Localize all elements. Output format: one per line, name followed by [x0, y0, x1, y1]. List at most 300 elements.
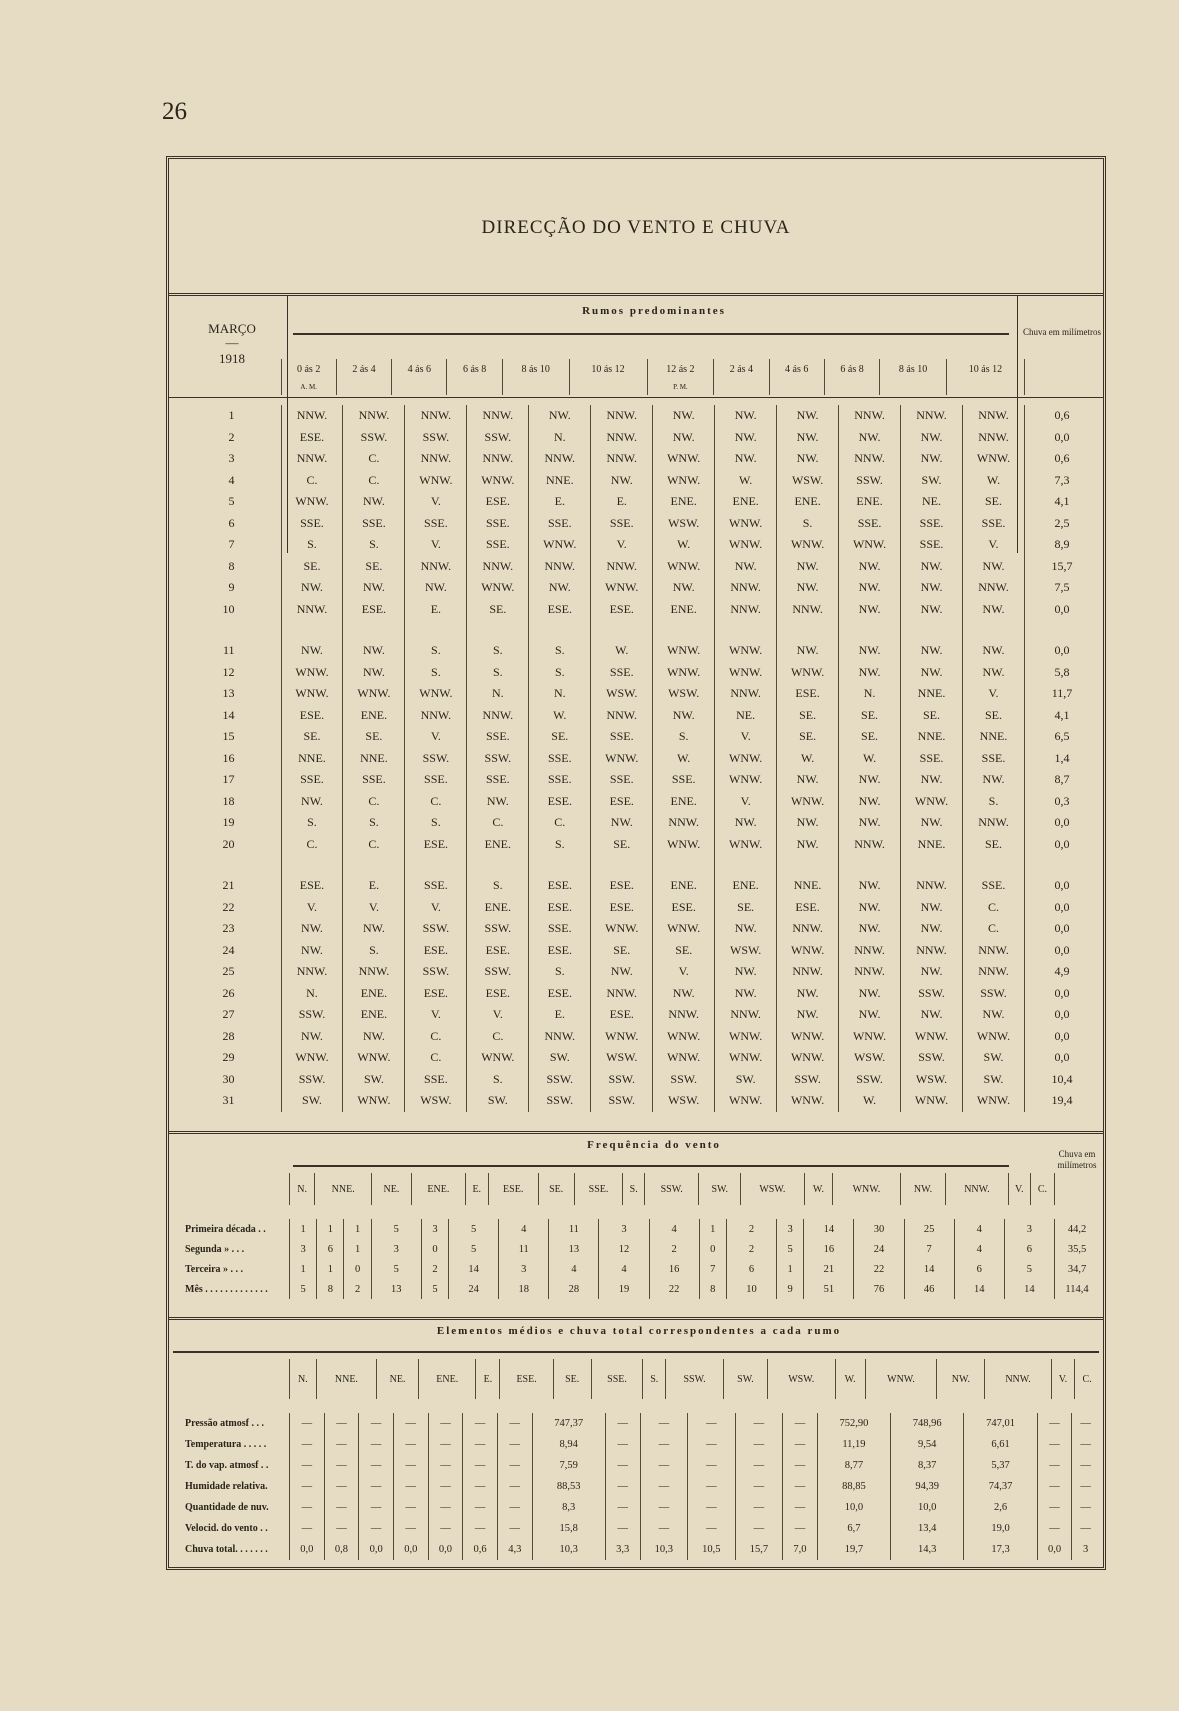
wind-cell: SSW.: [839, 470, 901, 492]
day-number: 23: [222, 921, 235, 936]
wind-cell: WNW.: [653, 640, 715, 662]
value-cell: 7,0: [783, 1539, 818, 1560]
wind-cell: NW.: [777, 983, 839, 1005]
direction-header: NW.: [900, 1173, 945, 1205]
wind-cell: ESE.: [529, 983, 591, 1005]
freq-cell: 7: [699, 1259, 726, 1279]
value-cell: —: [640, 1476, 688, 1497]
table-row: [173, 1219, 1099, 1239]
freq-cell: 9: [777, 1279, 804, 1299]
rain-cell: 0,6: [1025, 405, 1100, 427]
wind-cell: NW.: [467, 791, 529, 813]
wind-cell: WSW.: [653, 683, 715, 705]
direction-header: WNW.: [865, 1359, 937, 1399]
wind-cell: E.: [529, 1004, 591, 1026]
direction-header: WSW.: [740, 1173, 804, 1205]
day-number: 13: [222, 686, 235, 701]
table-row: [173, 897, 1099, 919]
value-cell: —: [688, 1413, 736, 1434]
value-cell: 10,0: [891, 1497, 964, 1518]
day-number: 14: [222, 707, 235, 722]
wind-cell: SSE.: [653, 769, 715, 791]
wind-cell: SW.: [962, 1069, 1024, 1091]
row-label: Segunda » . . .: [185, 1243, 245, 1255]
rain-cell: 4,9: [1025, 961, 1100, 983]
wind-cell: WNW.: [777, 940, 839, 962]
wind-cell: NW.: [715, 812, 777, 834]
value-cell: 5,37: [964, 1455, 1037, 1476]
wind-cell: NW.: [901, 577, 963, 599]
rain-cell: 1,4: [1025, 748, 1100, 770]
wind-cell: SSE.: [591, 769, 653, 791]
value-cell: —: [1037, 1518, 1072, 1539]
wind-cell: WNW.: [715, 1026, 777, 1048]
wind-cell: NW.: [901, 812, 963, 834]
value-cell: —: [290, 1413, 325, 1434]
wind-cell: SSE.: [529, 918, 591, 940]
wind-cell: WNW.: [591, 748, 653, 770]
wind-cell: NNW.: [591, 405, 653, 427]
wind-cell: NW.: [839, 875, 901, 897]
freq-cell: 6: [726, 1259, 776, 1279]
wind-cell: NNE.: [901, 726, 963, 748]
wind-cell: V.: [405, 726, 467, 748]
wind-cell: SSW.: [653, 1069, 715, 1091]
wind-cell: ENE.: [653, 875, 715, 897]
wind-cell: NW.: [777, 1004, 839, 1026]
header-spacer: [1025, 359, 1100, 379]
time-header-table: [173, 359, 1099, 395]
freq-cell: 8: [317, 1279, 344, 1299]
wind-cell: NNW.: [343, 405, 405, 427]
time-header-cell: 6 ás 8: [447, 359, 502, 379]
wind-cell: WNW.: [962, 1026, 1024, 1048]
wind-cell: NW.: [777, 448, 839, 470]
direction-header: WSW.: [767, 1359, 835, 1399]
table-row: [173, 470, 1099, 492]
value-cell: —: [1072, 1518, 1099, 1539]
wind-cell: WNW.: [715, 662, 777, 684]
wind-cell: C.: [343, 834, 405, 856]
wind-cell: NW.: [715, 448, 777, 470]
value-cell: —: [393, 1455, 428, 1476]
time-header-cell: 6 ás 8: [824, 359, 879, 379]
rain-cell: 34,7: [1055, 1259, 1100, 1279]
value-cell: —: [393, 1434, 428, 1455]
value-cell: —: [783, 1476, 818, 1497]
wind-cell: WNW.: [777, 1026, 839, 1048]
wind-cell: WNW.: [715, 1090, 777, 1112]
wind-cell: NW.: [281, 918, 343, 940]
rain-cell: 8,7: [1025, 769, 1100, 791]
wind-cell: NW.: [715, 918, 777, 940]
day-number: 10: [222, 601, 235, 616]
wind-cell: SE.: [962, 491, 1024, 513]
wind-cell: SE.: [529, 726, 591, 748]
value-cell: 10,3: [640, 1539, 688, 1560]
day-number: 30: [222, 1071, 235, 1086]
freq-cell: 6: [954, 1259, 1004, 1279]
wind-cell: SSE.: [901, 748, 963, 770]
table-row: [173, 1518, 1099, 1539]
value-cell: —: [497, 1497, 532, 1518]
wind-cell: S.: [962, 791, 1024, 813]
value-cell: —: [497, 1476, 532, 1497]
wind-cell: NW.: [839, 791, 901, 813]
row-label: Chuva total. . . . . . .: [185, 1544, 268, 1555]
time-period-cell: [946, 379, 1024, 395]
wind-cell: E.: [343, 875, 405, 897]
wind-cell: NNW.: [962, 427, 1024, 449]
table-row: [173, 918, 1099, 940]
time-period-cell: [714, 379, 769, 395]
value-cell: —: [688, 1434, 736, 1455]
wind-cell: NW.: [901, 427, 963, 449]
freq-cell: 5: [371, 1219, 421, 1239]
table-row: [173, 1455, 1099, 1476]
wind-cell: V.: [715, 726, 777, 748]
wind-cell: WNW.: [653, 556, 715, 578]
wind-cell: SW.: [715, 1069, 777, 1091]
wind-cell: SSW.: [405, 918, 467, 940]
wind-cell: WNW.: [653, 1026, 715, 1048]
wind-cell: NNW.: [962, 940, 1024, 962]
value-cell: —: [428, 1434, 463, 1455]
rain-cell: 4,1: [1025, 705, 1100, 727]
wind-cell: NNW.: [281, 961, 343, 983]
table-row: [173, 1497, 1099, 1518]
value-cell: 74,37: [964, 1476, 1037, 1497]
value-cell: —: [324, 1497, 359, 1518]
wind-cell: NW.: [281, 1026, 343, 1048]
value-cell: —: [428, 1455, 463, 1476]
wind-cell: SE.: [901, 705, 963, 727]
wind-cell: SSE.: [343, 513, 405, 535]
header-spacer: [173, 379, 281, 395]
row-label: Terceira » . . .: [185, 1263, 244, 1275]
freq-cell: 28: [549, 1279, 599, 1299]
wind-cell: SSE.: [405, 769, 467, 791]
rain-cell: 10,4: [1025, 1069, 1100, 1091]
wind-cell: NW.: [777, 405, 839, 427]
wind-cell: NW.: [839, 427, 901, 449]
wind-cell: ENE.: [467, 834, 529, 856]
header-spacer: [173, 359, 281, 379]
freq-cell: 1: [317, 1219, 344, 1239]
wind-cell: C.: [467, 812, 529, 834]
freq-cell: 14: [449, 1259, 499, 1279]
direction-header: NW.: [937, 1359, 985, 1399]
freq-rain-header: Chuva em milímetros: [1057, 1149, 1097, 1170]
wind-cell: NW.: [653, 705, 715, 727]
spacer-cell: [962, 855, 1024, 875]
elem-header-table: [173, 1359, 1099, 1399]
table-row: [173, 705, 1099, 727]
value-cell: 0,6: [463, 1539, 498, 1560]
freq-cell: 6: [317, 1239, 344, 1259]
value-cell: 10,5: [688, 1539, 736, 1560]
direction-header: SW.: [723, 1359, 767, 1399]
wind-cell: NW.: [591, 961, 653, 983]
value-cell: —: [359, 1455, 394, 1476]
value-cell: —: [497, 1518, 532, 1539]
value-cell: 19,0: [964, 1518, 1037, 1539]
value-cell: —: [290, 1518, 325, 1539]
wind-cell: NW.: [777, 556, 839, 578]
freq-cell: 4: [649, 1219, 699, 1239]
spacer-cell: [901, 855, 963, 875]
value-cell: —: [783, 1497, 818, 1518]
wind-cell: NNW.: [962, 812, 1024, 834]
wind-cell: WNW.: [962, 448, 1024, 470]
value-cell: —: [735, 1434, 783, 1455]
wind-cell: WNW.: [715, 748, 777, 770]
wind-cell: NW.: [281, 577, 343, 599]
wind-cell: NW.: [653, 405, 715, 427]
wind-cell: ESE.: [467, 983, 529, 1005]
wind-cell: NNW.: [467, 405, 529, 427]
freq-cell: 3: [371, 1239, 421, 1259]
table-row: [173, 983, 1099, 1005]
direction-header: NE.: [372, 1173, 412, 1205]
day-number: 21: [222, 878, 235, 893]
rain-cell: 0,0: [1025, 940, 1100, 962]
day-number: 7: [228, 537, 235, 552]
row-label: Velocid. do vento . .: [185, 1523, 268, 1534]
wind-cell: NNE.: [777, 875, 839, 897]
value-cell: —: [290, 1497, 325, 1518]
row-label: Pressão atmosf . . .: [185, 1418, 264, 1429]
day-number: 20: [222, 836, 235, 851]
day-number: 24: [222, 942, 235, 957]
time-period-cell: [447, 379, 502, 395]
wind-cell: S.: [343, 940, 405, 962]
wind-cell: NNW.: [962, 961, 1024, 983]
elements-table: [173, 1413, 1099, 1560]
wind-cell: WSW.: [901, 1069, 963, 1091]
wind-cell: NNW.: [653, 812, 715, 834]
wind-cell: NNW.: [839, 405, 901, 427]
wind-cell: SSW.: [281, 1069, 343, 1091]
wind-cell: SSE.: [962, 875, 1024, 897]
rain-cell: 0,0: [1025, 812, 1100, 834]
wind-cell: NNW.: [405, 705, 467, 727]
wind-cell: NW.: [281, 640, 343, 662]
wind-cell: V.: [962, 534, 1024, 556]
freq-cell: 2: [649, 1239, 699, 1259]
wind-cell: W.: [653, 748, 715, 770]
wind-cell: WNW.: [777, 791, 839, 813]
spacer-cell: [653, 855, 715, 875]
wind-cell: C.: [343, 791, 405, 813]
table-row: [173, 427, 1099, 449]
value-cell: —: [324, 1455, 359, 1476]
wind-cell: WNW.: [777, 1090, 839, 1112]
wind-cell: WNW.: [901, 1026, 963, 1048]
decade-spacer: [173, 620, 1099, 640]
wind-cell: SSW.: [839, 1069, 901, 1091]
spacer-cell: [715, 855, 777, 875]
direction-header: V.: [1051, 1359, 1075, 1399]
direction-header: SSE.: [574, 1173, 623, 1205]
freq-cell: 16: [804, 1239, 854, 1259]
spacer-cell: [405, 855, 467, 875]
freq-cell: 76: [854, 1279, 904, 1299]
row-label: Quantidade de nuv.: [185, 1502, 269, 1513]
spacer-cell: [591, 620, 653, 640]
value-cell: —: [428, 1518, 463, 1539]
value-cell: —: [640, 1455, 688, 1476]
wind-cell: C.: [281, 470, 343, 492]
value-cell: —: [497, 1434, 532, 1455]
freq-cell: 51: [804, 1279, 854, 1299]
wind-cell: WNW.: [653, 918, 715, 940]
wind-cell: ESE.: [653, 897, 715, 919]
wind-cell: ESE.: [467, 940, 529, 962]
rain-cell: 5,8: [1025, 662, 1100, 684]
value-cell: —: [640, 1497, 688, 1518]
day-number: 15: [222, 729, 235, 744]
wind-cell: NE.: [901, 491, 963, 513]
wind-cell: SE.: [591, 834, 653, 856]
wind-cell: SW.: [529, 1047, 591, 1069]
wind-cell: NW.: [839, 769, 901, 791]
value-cell: —: [1037, 1413, 1072, 1434]
wind-cell: N.: [839, 683, 901, 705]
wind-cell: SSW.: [405, 961, 467, 983]
day-number: 5: [228, 494, 235, 509]
wind-cell: NW.: [839, 599, 901, 621]
time-header-cell: 8 ás 10: [502, 359, 569, 379]
day-number: 8: [228, 558, 235, 573]
value-cell: 3: [1072, 1539, 1099, 1560]
freq-cell: 16: [649, 1259, 699, 1279]
day-number: 6: [228, 515, 235, 530]
freq-cell: 11: [549, 1219, 599, 1239]
wind-cell: SE.: [591, 940, 653, 962]
value-cell: —: [393, 1518, 428, 1539]
table-row: [173, 491, 1099, 513]
wind-cell: NNW.: [715, 577, 777, 599]
rain-cell: 0,0: [1025, 897, 1100, 919]
day-number: 19: [222, 815, 235, 830]
spacer-cell: [343, 855, 405, 875]
wind-cell: WNW.: [777, 662, 839, 684]
spacer-cell: [839, 620, 901, 640]
wind-cell: WNW.: [467, 1047, 529, 1069]
wind-cell: S.: [343, 812, 405, 834]
value-cell: —: [324, 1476, 359, 1497]
wind-cell: NW.: [777, 812, 839, 834]
value-cell: —: [605, 1476, 640, 1497]
freq-cell: 8: [699, 1279, 726, 1299]
table-row: [173, 1004, 1099, 1026]
value-cell: —: [359, 1434, 394, 1455]
rain-cell: 114,4: [1055, 1279, 1100, 1299]
value-cell: —: [735, 1455, 783, 1476]
value-cell: —: [1037, 1455, 1072, 1476]
wind-cell: WNW.: [901, 1090, 963, 1112]
wind-cell: WNW.: [653, 1047, 715, 1069]
wind-cell: WNW.: [653, 470, 715, 492]
value-cell: 747,37: [532, 1413, 605, 1434]
wind-cell: NW.: [962, 599, 1024, 621]
wind-cell: V.: [715, 791, 777, 813]
rain-cell: 0,0: [1025, 640, 1100, 662]
wind-cell: ESE.: [281, 705, 343, 727]
wind-cell: ESE.: [343, 599, 405, 621]
wind-cell: NNW.: [839, 940, 901, 962]
wind-cell: WNW.: [281, 662, 343, 684]
wind-cell: WNW.: [591, 918, 653, 940]
table-row: [173, 556, 1099, 578]
day-number: 2: [228, 429, 235, 444]
row-label: Primeira década . .: [185, 1223, 266, 1235]
value-cell: 10,0: [817, 1497, 890, 1518]
value-cell: 0,0: [359, 1539, 394, 1560]
freq-cell: 6: [1004, 1239, 1054, 1259]
table-row: [173, 726, 1099, 748]
value-cell: —: [497, 1455, 532, 1476]
value-cell: —: [463, 1455, 498, 1476]
wind-cell: NNE.: [901, 834, 963, 856]
wind-cell: SSW.: [962, 983, 1024, 1005]
wind-cell: V.: [405, 491, 467, 513]
value-cell: 13,4: [891, 1518, 964, 1539]
wind-cell: NW.: [715, 983, 777, 1005]
direction-header: SE.: [553, 1359, 591, 1399]
wind-cell: WNW.: [653, 662, 715, 684]
wind-cell: NW.: [343, 491, 405, 513]
value-cell: —: [290, 1434, 325, 1455]
wind-cell: NW.: [343, 662, 405, 684]
value-cell: —: [688, 1455, 736, 1476]
value-cell: —: [359, 1413, 394, 1434]
freq-cell: 19: [599, 1279, 649, 1299]
wind-cell: S.: [467, 875, 529, 897]
rain-cell: 4,1: [1025, 491, 1100, 513]
wind-cell: NW.: [343, 640, 405, 662]
header-spacer: [1025, 379, 1100, 395]
table-row: [173, 662, 1099, 684]
time-header-cell: 4 ás 6: [769, 359, 824, 379]
wind-cell: NW.: [901, 556, 963, 578]
wind-cell: NW.: [529, 577, 591, 599]
decade-spacer: [173, 855, 1099, 875]
wind-cell: NNW.: [591, 427, 653, 449]
value-cell: 4,3: [497, 1539, 532, 1560]
wind-cell: NNW.: [777, 918, 839, 940]
spacer-cell: [839, 855, 901, 875]
freq-title: Frequência do vento: [587, 1139, 721, 1151]
row-label: Humidade relativa.: [185, 1481, 268, 1492]
table-row: [173, 1539, 1099, 1560]
rain-header: Chuva em milímetros: [1023, 327, 1101, 337]
value-cell: 10,3: [532, 1539, 605, 1560]
value-cell: —: [640, 1434, 688, 1455]
wind-cell: SW.: [467, 1090, 529, 1112]
wind-cell: ESE.: [529, 940, 591, 962]
table-row: [173, 1090, 1099, 1112]
freq-cell: 4: [499, 1219, 549, 1239]
wind-cell: NNW.: [405, 556, 467, 578]
freq-cell: 1: [317, 1259, 344, 1279]
wind-cell: SE.: [839, 705, 901, 727]
wind-cell: SW.: [281, 1090, 343, 1112]
value-cell: —: [463, 1497, 498, 1518]
wind-cell: ENE.: [343, 983, 405, 1005]
wind-cell: N.: [467, 683, 529, 705]
